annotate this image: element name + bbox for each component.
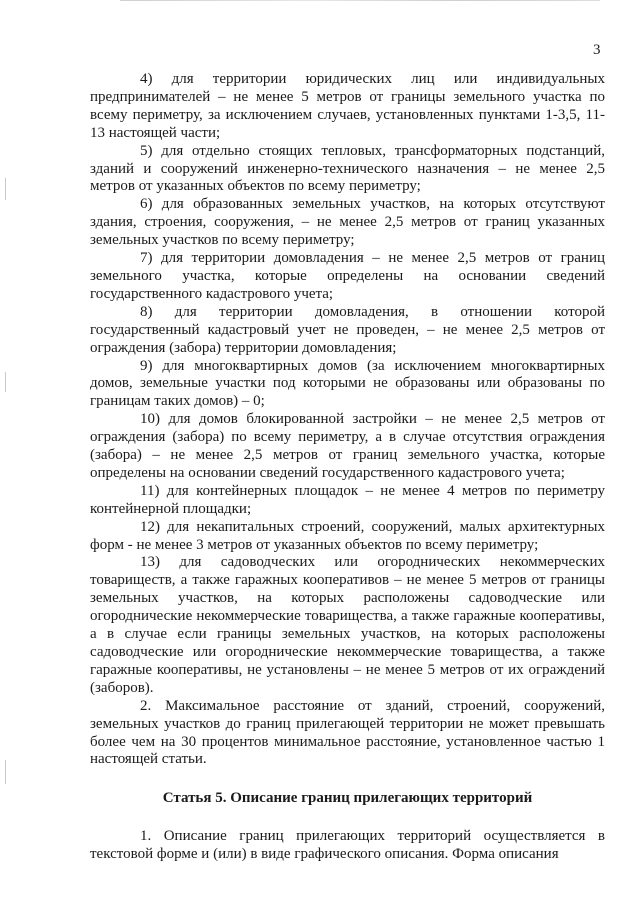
list-item-5: 5) для отдельно стоящих тепловых, трансформаторных подстанций, зданий и сооружений инженерно-технического назначения – не менее 2,5 метров от указанных объектов по всему периметру; bbox=[90, 142, 605, 195]
list-item-6: 6) для образованных земельных участков, на которых отсутствуют здания, строения, сооружения, – не менее 2,5 метров от границ указанных земельных участков по всему периметру; bbox=[90, 196, 605, 249]
list-item-8: 8) для территории домовладения, в отношении которой государственный кадастровый учет не проведен, – не менее 2,5 метров от ограждения (забора) территории домовладения; bbox=[90, 303, 605, 356]
list-item-13: 13) для садоводческих или огороднических некоммерческих товариществ, а также гаражных кооперативов – не менее 5 метров от границы земельных участков, на которых расположены садоводческие или огороднические некоммерческие товарищества, а также гаражные кооперативы, а в случае если границы земельных участков, на которых расположены садоводческие или огороднические некоммерческие товарищества, а также гаражные кооперативы, не установлены – не менее 5 метров от их ограждений (заборов). bbox=[90, 554, 605, 696]
document-body bbox=[90, 71, 605, 864]
list-item-4: 4) для территории юридических лиц или индивидуальных предпринимателей – не менее 5 метров от границы земельного участка по всему периметру, за исключением случаев, установленных пунктами 1-3,5, 11-13 настоящей части; bbox=[90, 71, 605, 141]
list-item-9: 9) для многоквартирных домов (за исключением многоквартирных домов, земельные участки под которыми не образованы или образованы по границам таких домов) – 0; bbox=[90, 357, 605, 410]
scan-edge-line bbox=[120, 0, 600, 1]
list-item-7: 7) для территории домовладения – не менее 2,5 метров от границ земельного участка, которые определены на основании сведений государственного кадастрового учета; bbox=[90, 250, 605, 302]
list-item-11: 11) для контейнерных площадок – не менее 4 метров по периметру контейнерной площадки; bbox=[90, 482, 605, 517]
page-number: 3 bbox=[593, 42, 601, 58]
scan-margin-mark bbox=[5, 760, 6, 784]
scan-margin-mark bbox=[5, 372, 6, 392]
list-item-10: 10) для домов блокированной застройки – не менее 2,5 метров от ограждения (забора) по всему периметру, а в случае отсутствия ограждения (забора) – не менее 2,5 метров от границ земельного участка, которые определены на основании сведений государственного кадастрового учета; bbox=[90, 411, 605, 481]
part-2-paragraph: 2. Максимальное расстояние от зданий, строений, сооружений, земельных участков до границ прилегающей территории не может превышать более чем на 30 процентов минимальное расстояние, установленное частью 1 настоящей статьи. bbox=[90, 697, 605, 768]
scan-margin-mark bbox=[5, 178, 6, 200]
article-5-part-1: 1. Описание границ прилегающих территорий осуществляется в текстовой форме и (или) в виде графического описания. Форма описания bbox=[90, 828, 605, 863]
list-item-12: 12) для некапитальных строений, сооружений, малых архитектурных форм - не менее 3 метров от указанных объектов по всему периметру; bbox=[90, 518, 605, 553]
article-heading: Статья 5. Описание границ прилегающих территорий bbox=[162, 790, 533, 807]
